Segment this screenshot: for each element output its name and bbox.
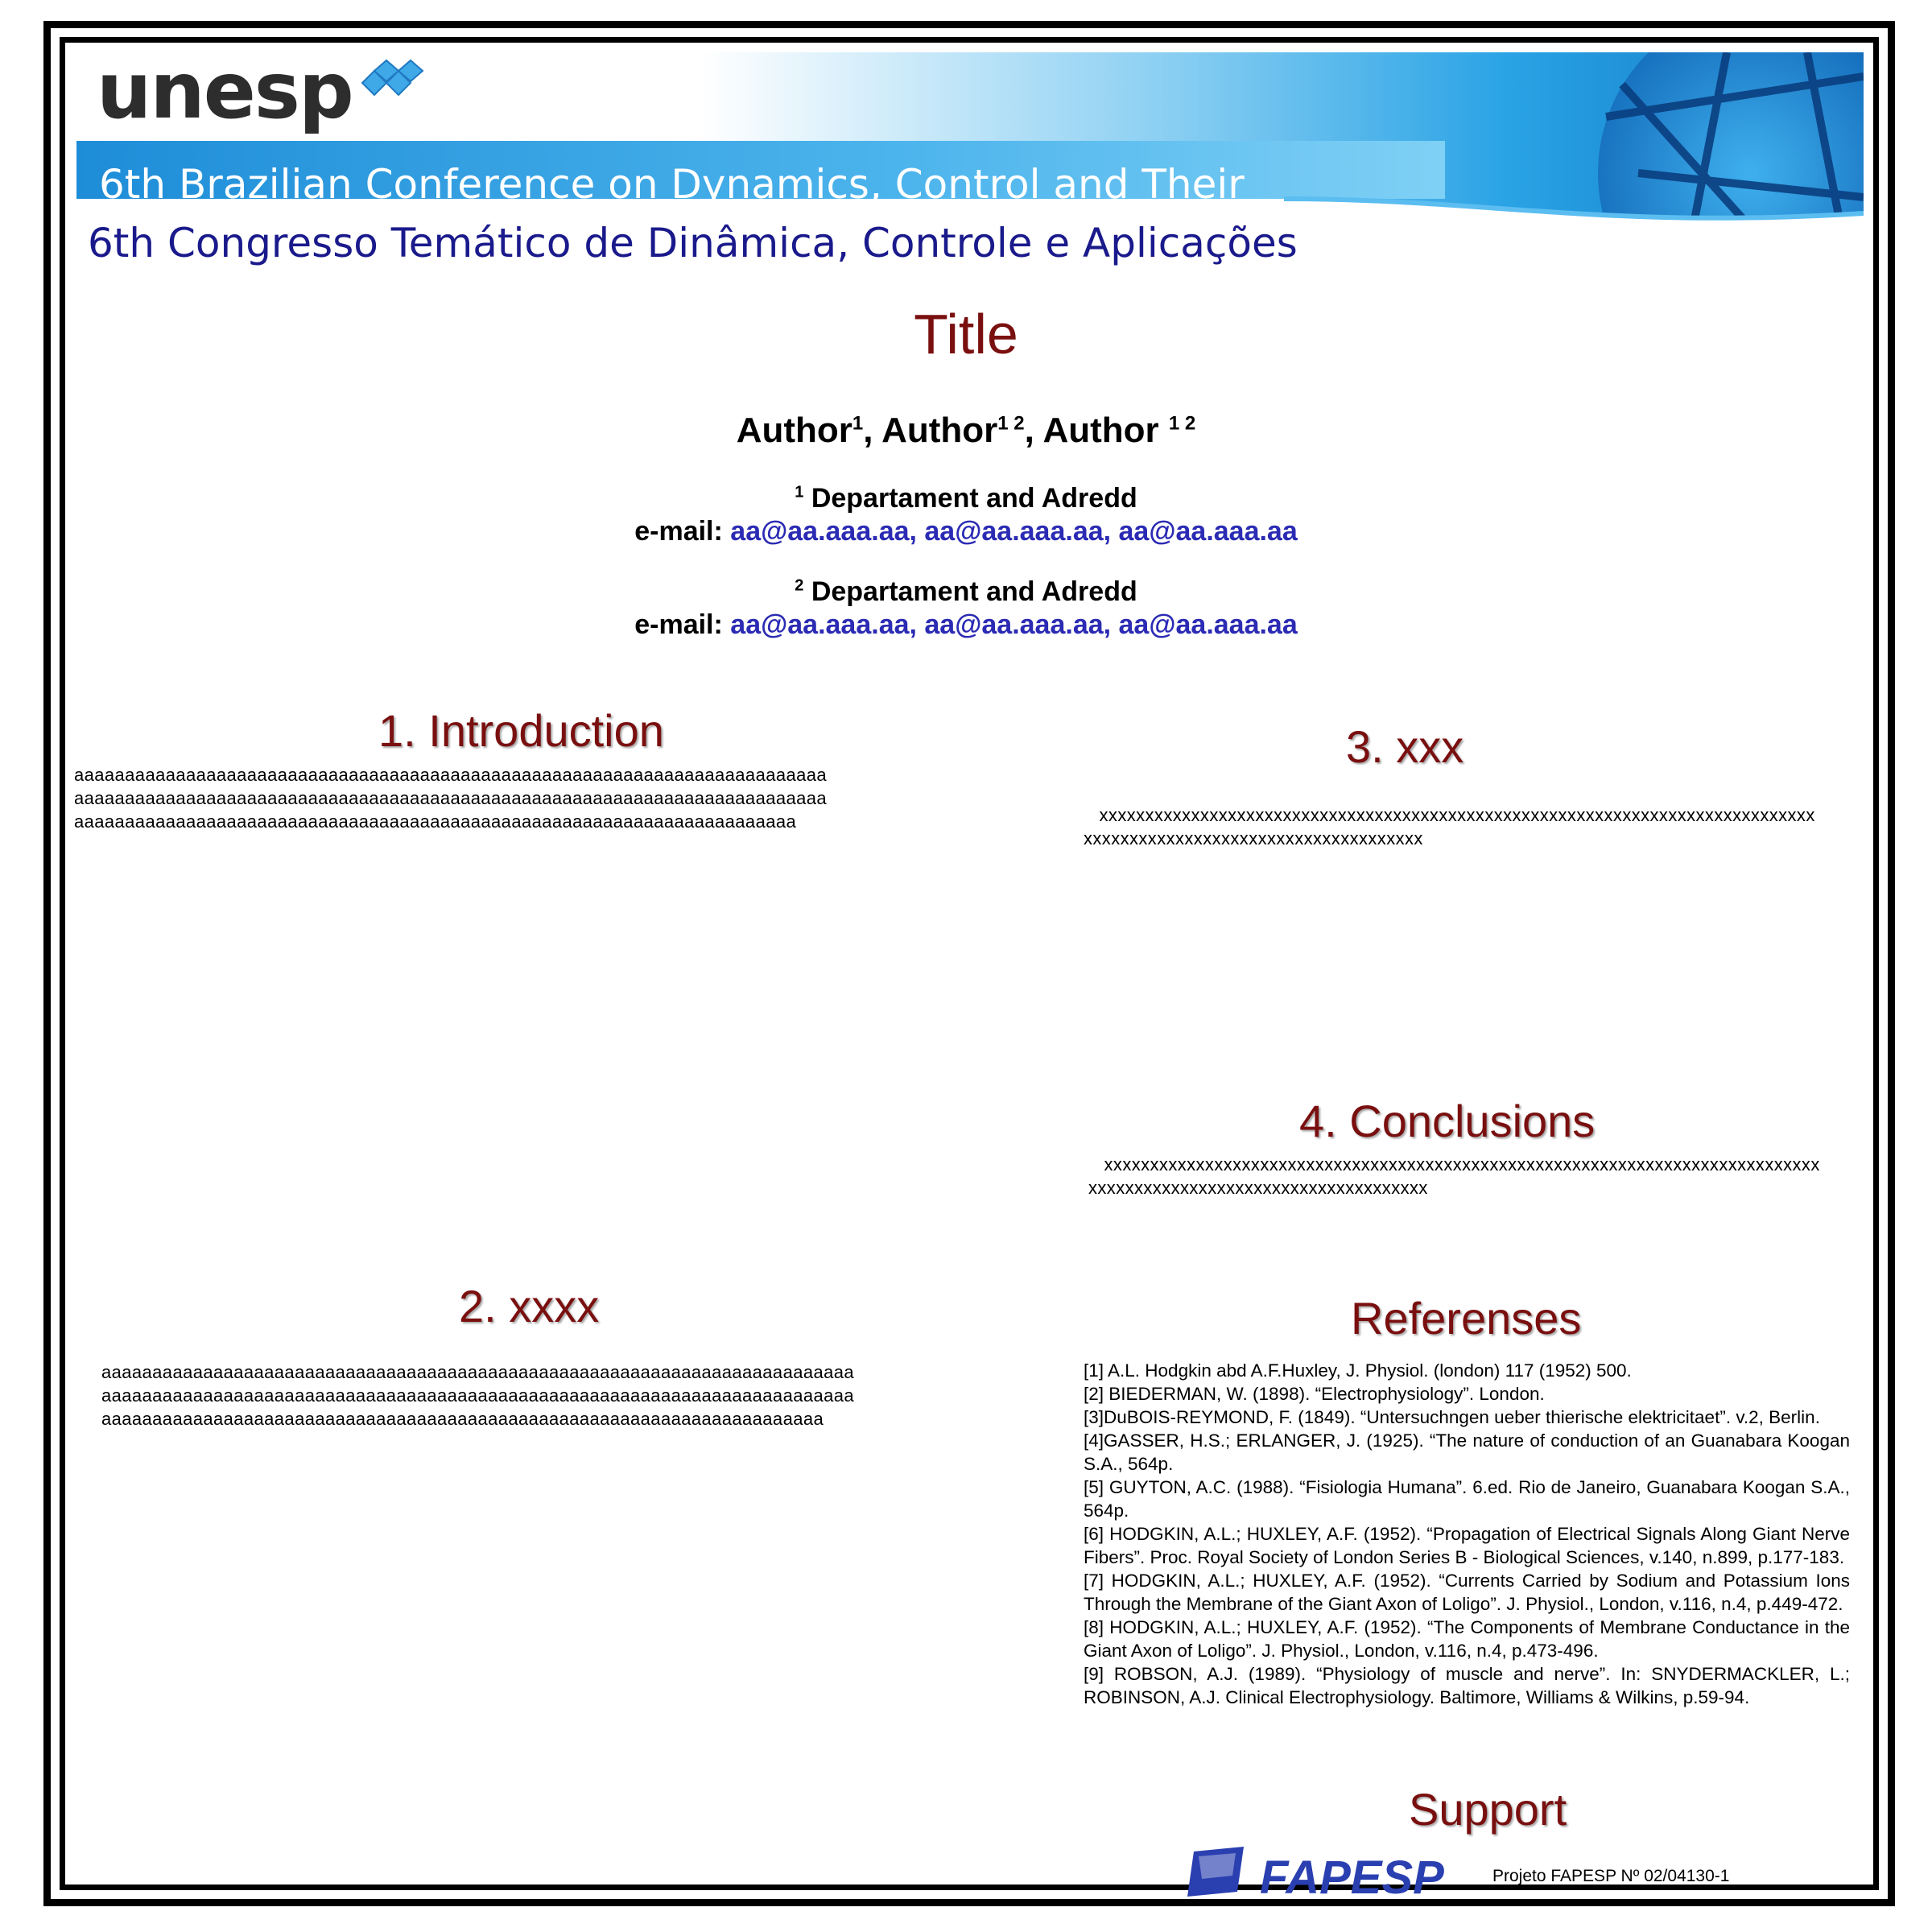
email-label: e-mail: <box>634 609 731 640</box>
author-affiliation-sup: 1 <box>852 412 864 435</box>
reference-list <box>1084 1359 1850 1709</box>
conference-banner <box>76 52 1864 278</box>
section-text-introduction: aaaaaaaaaaaaaaaaaaaaaaaaaaaaaaaaaaaaaaaaaaaaaaaaaaaaaaaaaaaaaaaaaaaaaaaaaa aaaaaaaaaaaaaaaaaaaaaaaaaaaaaaaaaaaaaaaaaaaaaaaaaaaaaaaaaaaaaaaaaaaaaaaaaa aaaaaaaaaaaaaaaaaaaaaaaaaaaaaaaaaaaaaaaaaaaaaaaaaaaaaaaaaaaaaaaaaaaaaaa <box>74 765 828 832</box>
section-heading-3: 3. xxx <box>1346 721 1464 772</box>
section-heading-introduction: 1. Introduction <box>378 705 664 756</box>
section-heading-support: Support <box>1409 1784 1567 1835</box>
conference-title-en: 6th Brazilian Conference on Dynamics, Control and Their <box>99 161 1245 208</box>
reference-item: [1] A.L. Hodgkin abd A.F.Huxley, J. Physiol. (london) 117 (1952) 500. <box>1084 1360 1632 1381</box>
author-name: Author <box>736 411 852 450</box>
section-text-2: aaaaaaaaaaaaaaaaaaaaaaaaaaaaaaaaaaaaaaaaaaaaaaaaaaaaaaaaaaaaaaaaaaaaaaaaaa aaaaaaaaaaaaaaaaaaaaaaaaaaaaaaaaaaaaaaaaaaaaaaaaaaaaaaaaaaaaaaaaaaaaaaaaaa aaaaaaaaaaaaaaaaaaaaaaaaaaaaaaaaaaaaaaaaaaaaaaaaaaaaaaaaaaaaaaaaaaaaaaa <box>101 1362 855 1429</box>
reference-item: [2] BIEDERMAN, W. (1898). “Electrophysiology”. London. <box>1084 1384 1545 1404</box>
unesp-logo-icon <box>354 59 427 107</box>
section-heading-references: Referenses <box>1351 1293 1582 1344</box>
email-list[interactable]: aa@aa.aaa.aa, aa@aa.aaa.aa, aa@aa.aaa.aa <box>730 609 1298 640</box>
section-heading-2: 2. xxxx <box>459 1281 600 1331</box>
reference-item: [5] GUYTON, A.C. (1988). “Fisiologia Humana”. 6.ed. Rio de Janeiro, Guanabara Koogan S.A., 564p. <box>1084 1477 1850 1521</box>
email-list[interactable]: aa@aa.aaa.aa, aa@aa.aaa.aa, aa@aa.aaa.aa <box>730 516 1298 547</box>
author-name: Author <box>1042 411 1169 450</box>
section-text-conclusions: xxxxxxxxxxxxxxxxxxxxxxxxxxxxxxxxxxxxxxxxxxxxxxxxxxxxxxxxxxxxxxxxxxxxxxxxxxxxxx xxxxxxxxxxxxxxxxxxxxxxxxxxxxxxxxxxxxx <box>1088 1154 1820 1198</box>
reference-item: [3]DuBOIS-REYMOND, F. (1849). “Untersuchngen ueber thierische elektricitaet”. v.2, Berlin. <box>1084 1407 1820 1427</box>
reference-item: [9] ROBSON, A.J. (1989). “Physiology of muscle and nerve”. In: SNYDERMACKLER, L.; ROBINSON, A.J. Clinical Electrophysiology. Baltimore, Williams & Wilkins, p.59-94. <box>1084 1664 1850 1707</box>
affiliation-dept: Departament and Adredd <box>803 576 1137 607</box>
poster-title: Title <box>914 303 1018 365</box>
author-name: Author <box>881 411 998 450</box>
author-affiliation-sup: 1 2 <box>1168 412 1196 435</box>
reference-item: [4]GASSER, H.S.; ERLANGER, J. (1925). “The nature of conduction of an Guanabara Koogan S.A., 564p. <box>1084 1430 1850 1474</box>
reference-item: [8] HODGKIN, A.L.; HUXLEY, A.F. (1952). “The Components of Membrane Conductance in the Giant Axon of Loligo”. J. Physiol., London, v.116, n.4, p.473-496. <box>1084 1617 1850 1661</box>
conference-title-pt: 6th Congresso Temático de Dinâmica, Controle e Aplicações <box>88 220 1298 266</box>
fapesp-logo-text: FAPESP <box>1260 1852 1444 1904</box>
affiliation-dept: Departament and Adredd <box>803 483 1137 514</box>
author-affiliation-sup: 1 2 <box>997 412 1025 435</box>
unesp-logo-text: unesp <box>97 52 353 136</box>
affiliation-1: $^1$ Departament and Adredd e-mail: aa@aa.aaa.aa, aa@aa.aaa.aa, aa@aa.aaa.aa <box>634 483 1298 547</box>
section-text-3: xxxxxxxxxxxxxxxxxxxxxxxxxxxxxxxxxxxxxxxxxxxxxxxxxxxxxxxxxxxxxxxxxxxxxxxxxxxxxx xxxxxxxxxxxxxxxxxxxxxxxxxxxxxxxxxxxxx <box>1084 805 1815 848</box>
email-label: e-mail: <box>634 516 731 547</box>
reference-item: [6] HODGKIN, A.L.; HUXLEY, A.F. (1952). “Propagation of Electrical Signals Along Giant Nerve Fibers”. Proc. Royal Society of London Series B - Biological Sciences, v.140, n.899, p.177-183. <box>1084 1524 1850 1567</box>
fapesp-logo <box>1187 1843 1453 1908</box>
affiliation-2: $^2$ Departament and Adredd e-mail: aa@aa.aaa.aa, aa@aa.aaa.aa, aa@aa.aaa.aa <box>634 576 1298 640</box>
fapesp-project-number: Projeto FAPESP Nº 02/04130-1 <box>1492 1867 1730 1885</box>
author-list: Author$^1$, Author$^{1 2}$, Author $^{1 2}$ <box>736 411 1196 450</box>
section-heading-conclusions: 4. Conclusions <box>1299 1096 1596 1146</box>
reference-item: [7] HODGKIN, A.L.; HUXLEY, A.F. (1952). “Currents Carried by Sodium and Potassium Ions Through the Membrane of the Giant Axon of Loligo”. J. Physiol., London, v.116, n.4, p.449-472. <box>1084 1571 1850 1614</box>
